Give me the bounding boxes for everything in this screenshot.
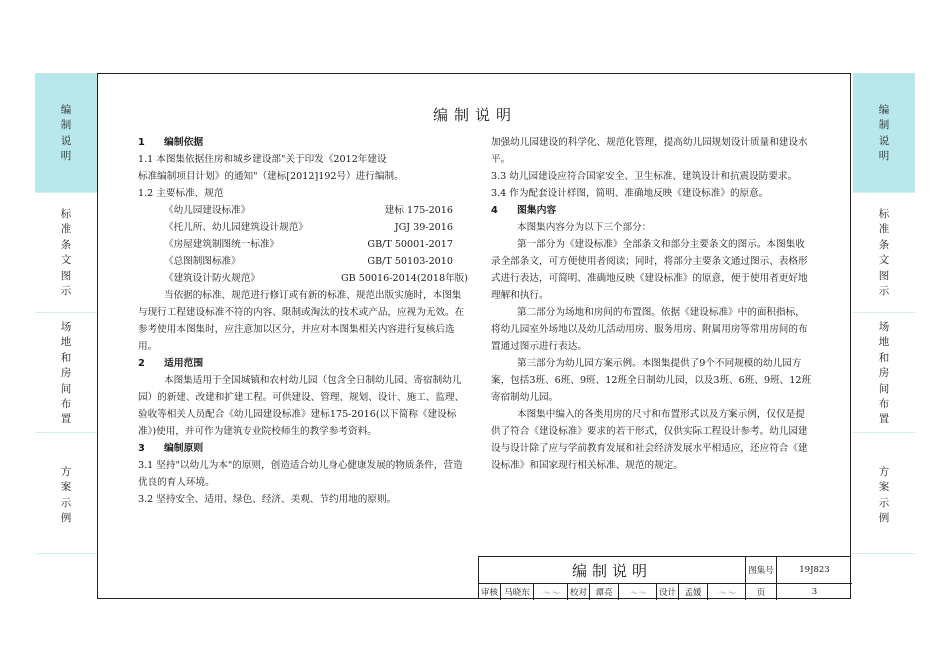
- sidebar-tab-label: 编 制 说 明: [878, 104, 890, 163]
- paragraph: 1.1 本图集依据住房和城乡建设部"关于印发《2012年建设: [138, 154, 387, 165]
- section-heading: 1 编制依据: [138, 137, 204, 148]
- left-text-column: [138, 134, 468, 508]
- atlas-number-label: 图集号: [746, 557, 777, 583]
- page-number: 3: [811, 587, 818, 597]
- design-label: 设计: [657, 584, 679, 600]
- sidebar-tab-label: 方 案 示 例: [878, 466, 890, 525]
- standard-item: 《幼儿园建设标准》 建标 175-2016: [164, 205, 453, 216]
- page-label: 页: [746, 584, 777, 600]
- signature-icon: ～～: [628, 588, 647, 599]
- paragraph: 第一部分为《建设标准》全部条文和部分主要条文的图示。本图集收录全部条文，可方便使用者阅读；同时，将部分主要条文通过图示、表格形式进行表达，可简明、准确地反映《建设标准》的原意，便于使用者更好地理解和执行。: [491, 239, 808, 301]
- checker-signature: [619, 584, 657, 600]
- sidebar-tab-standard-diagrams[interactable]: [35, 193, 97, 313]
- sidebar-tab-description[interactable]: [853, 73, 915, 193]
- sidebar-tab-label: 编 制 说 明: [60, 104, 72, 163]
- title-block: [478, 556, 851, 599]
- sidebar-tab-label: 标 准 条 文 图 示: [60, 208, 72, 298]
- signature-icon: ～～: [541, 588, 560, 599]
- paragraph: 3.1 坚持"以幼儿为本"的原则，创造适合幼儿身心健康发展的物质条件，营造优良的育人环境。: [138, 460, 463, 488]
- page-title: 编制说明: [432, 106, 517, 124]
- paragraph: 本图集内容分为以下三个部分：: [517, 222, 652, 233]
- sidebar-tab-label: 场 地 和 房 间 布 置: [60, 321, 72, 426]
- atlas-number: 19J823: [799, 565, 830, 575]
- left-sidebar: [35, 73, 97, 554]
- sidebar-tab-label: 场 地 和 房 间 布 置: [878, 321, 890, 426]
- checker-name: 谭亮: [590, 584, 619, 600]
- section-heading: 2 适用范围: [138, 358, 204, 369]
- check-label: 校对: [568, 584, 590, 600]
- designer-name: 孟媛: [679, 584, 708, 600]
- standard-item: 《总图制图标准》 GB/T 50103-2010: [164, 256, 453, 267]
- paragraph: 1.2 主要标准、规范: [138, 188, 224, 199]
- right-text-column: [491, 134, 813, 474]
- paragraph: 第二部分为场地和房间的布置图。依据《建设标准》中的面积指标，将幼儿园室外场地以及幼儿活动用房、服务用房、附属用房等常用房间的布置通过图示进行表达。: [491, 307, 808, 352]
- paragraph: 本图集适用于全国城镇和农村幼儿园（包含全日制幼儿园、寄宿制幼儿园）的新建、改建和扩建工程。可供建设、管理、规划、设计、施工、监理、验收等相关人员配合《幼儿园建设标准》建标175-2016(以下简称《建设标准》)使用，并可作为建筑专业院校师生的教学参考资料。: [138, 375, 465, 437]
- standard-item: 《建筑设计防火规范》 GB 50016-2014(2018年版): [164, 273, 468, 284]
- reviewer-name: 马晓东: [501, 584, 534, 600]
- right-sidebar: [853, 73, 915, 554]
- section-heading: 3 编制原则: [138, 443, 204, 454]
- title-block-title: 编制说明: [479, 557, 746, 583]
- paragraph: 标准编制项目计划》的通知"（建标[2012]192号）进行编制。: [138, 171, 404, 182]
- paragraph: 当依据的标准、规范进行修订或有新的标准、规范出版实施时，本图集与现行工程建设标准不符的内容、限制或淘汰的技术或产品，应视为无效。在参考使用本图集时，应注意加以区分，并应对本图集相关内容进行复核后选用。: [138, 290, 465, 352]
- sidebar-tab-scheme-examples[interactable]: [853, 433, 915, 554]
- section-heading: 4 图集内容: [491, 205, 557, 216]
- paragraph: 3.4 作为配套设计样图，简明、准确地反映《建设标准》的原意。: [491, 188, 769, 199]
- designer-signature: [708, 584, 746, 600]
- sidebar-tab-label: 方 案 示 例: [60, 466, 72, 525]
- paragraph: 3.2 坚持安全、适用、绿色、经济、美观、节约用地的原则。: [138, 494, 397, 505]
- paragraph: 3.3 幼儿园建设应符合国家安全、卫生标准、建筑设计和抗震设防要求。: [491, 171, 798, 182]
- paragraph: 第三部分为幼儿园方案示例。本图集提供了9个不同规模的幼儿园方案，包括3班、6班、9班、12班全日制幼儿园，以及3班、6班、9班、12班寄宿制幼儿园。: [491, 358, 812, 403]
- reviewer-signature: [534, 584, 568, 600]
- sidebar-tab-standard-diagrams[interactable]: [853, 193, 915, 313]
- sidebar-tab-site-layout[interactable]: [853, 313, 915, 433]
- sidebar-tab-label: 标 准 条 文 图 示: [878, 208, 890, 298]
- paragraph: 本图集中编入的各类用房的尺寸和布置形式以及方案示例，仅仅是提供了符合《建设标准》要求的若干形式，仅供实际工程设计参考。幼儿园建设与设计除了应与学前教育发展和社会经济发展水平相适应，还应符合《建设标准》和国家现行相关标准、规范的规定。: [491, 409, 808, 471]
- sidebar-tab-site-layout[interactable]: [35, 313, 97, 433]
- standard-item: 《托儿所、幼儿园建筑设计规范》 JGJ 39-2016: [164, 222, 453, 233]
- paragraph: 加强幼儿园建设的科学化、规范化管理，提高幼儿园规划设计质量和建设水平。: [491, 137, 808, 165]
- standard-item: 《房屋建筑制图统一标准》 GB/T 50001-2017: [164, 239, 453, 250]
- sidebar-tab-scheme-examples[interactable]: [35, 433, 97, 554]
- review-label: 审核: [479, 584, 501, 600]
- sidebar-tab-description[interactable]: [35, 73, 97, 193]
- signature-icon: ～～: [717, 588, 736, 599]
